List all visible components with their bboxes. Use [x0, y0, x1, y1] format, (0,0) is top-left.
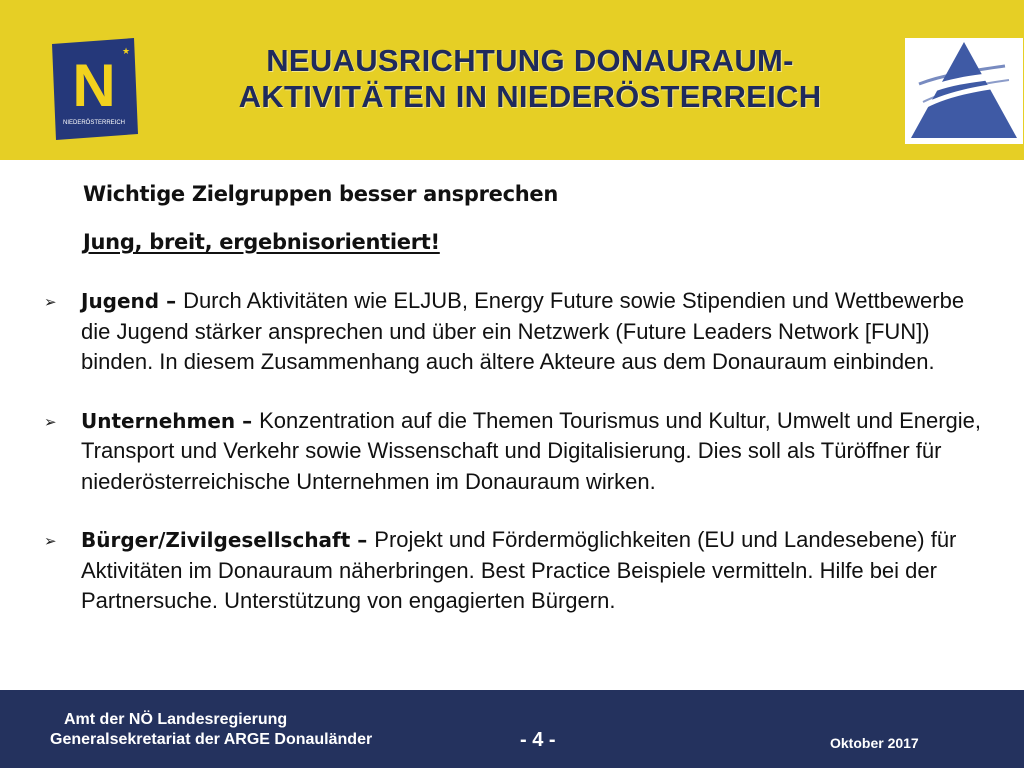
bullet-list	[44, 286, 994, 645]
noe-logo-icon	[50, 38, 140, 142]
header-bar	[0, 0, 1024, 160]
bullet-term: Jugend	[81, 289, 160, 313]
bullet-text: Konzentration auf die Themen Tourismus und Kultur, Umwelt und Energie, Transport und Verkehr sowie Wissenschaft und Digitalisierung. Dies soll als Türöffner für niederösterreichische Unternehmen im Donauraum wirken.	[81, 407, 982, 494]
subheading-target-groups: Wichtige Zielgruppen besser ansprechen	[83, 182, 558, 206]
title-line-2: AKTIVITÄTEN IN NIEDERÖSTERREICH	[238, 79, 822, 114]
bullet-separator: –	[159, 289, 184, 313]
arrow-bullet-icon: ➢	[44, 294, 57, 311]
bullet-text: Durch Aktivitäten wie ELJUB, Energy Future sowie Stipendien und Wettbewerbe die Jugend stärker ansprechen und über ein Netzwerk (Future Leaders Network [FUN]) binden. In diesem Zusammenhang auch ältere Akteure aus dem Donauraum einbinden.	[81, 288, 965, 374]
footer-bar	[0, 690, 1024, 768]
bullet-item-unternehmen	[44, 406, 994, 498]
bullet-term: Bürger/Zivilgesellschaft	[81, 528, 351, 552]
bullet-separator: –	[235, 408, 260, 433]
bullet-item-buerger	[44, 525, 994, 617]
bullet-item-jugend	[44, 286, 994, 378]
subheading-motto: Jung, breit, ergebnisorientiert!	[83, 230, 440, 254]
arrow-bullet-icon: ➢	[44, 413, 57, 431]
page-title	[160, 43, 900, 115]
title-line-1: NEUAUSRICHTUNG DONAURAUM-	[266, 43, 794, 78]
bullet-text: Projekt und Fördermöglichkeiten (EU und Landesebene) für Aktivitäten im Donauraum näherbringen. Best Practice Beispiele vermitteln. Hilfe bei der Partnersuche. Unterstützung von engagierten Bürgern.	[81, 527, 957, 613]
arrow-bullet-icon: ➢	[44, 533, 57, 550]
footer-line-2: Generalsekretariat der ARGE Donauländer	[50, 731, 373, 748]
footer-date: Oktober 2017	[830, 735, 919, 751]
footer-line-1: Amt der NÖ Landesregierung	[64, 711, 288, 728]
footer-organization	[50, 710, 372, 750]
logo-letter: N	[72, 52, 116, 119]
bullet-separator: –	[350, 528, 375, 552]
arge-donaulaender-logo-icon	[905, 38, 1023, 144]
svg-text:★: ★	[122, 47, 131, 57]
page-number: - 4 -	[520, 729, 556, 751]
bullet-term: Unternehmen	[81, 408, 236, 433]
logo-text: NIEDERÖSTERREICH	[62, 120, 126, 126]
